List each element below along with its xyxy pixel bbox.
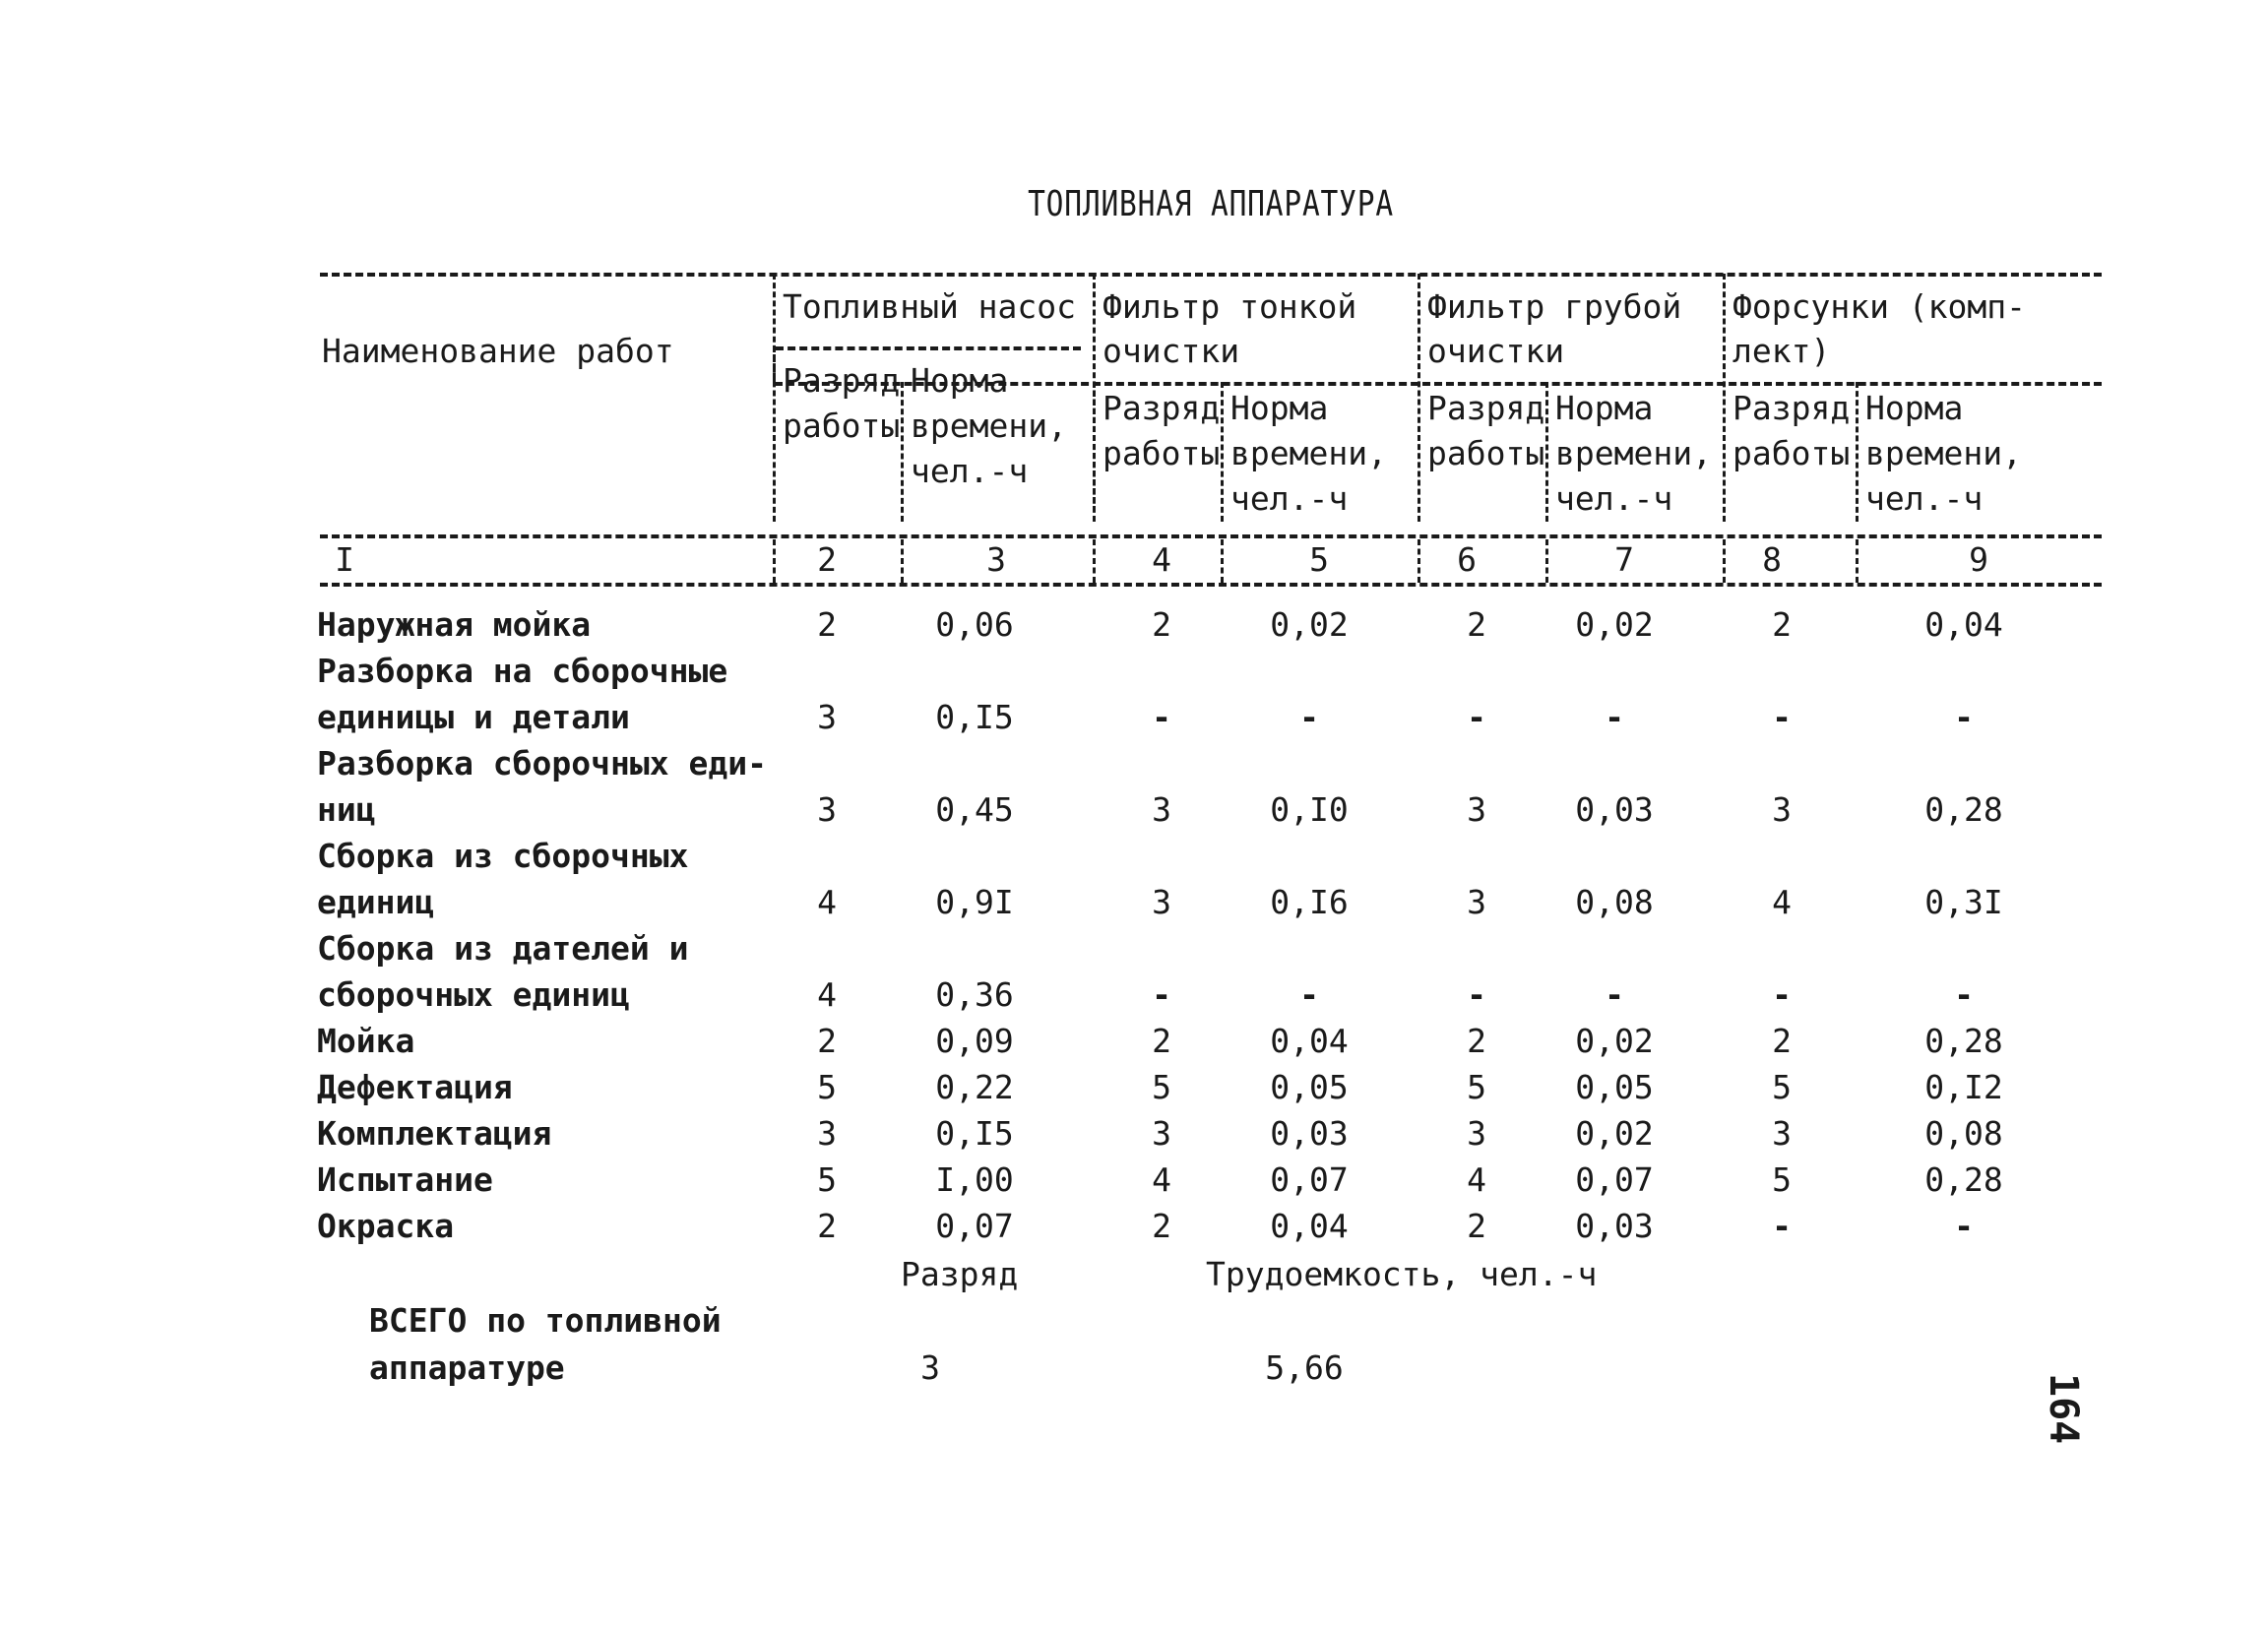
column-header-name: Наименование работ (322, 332, 674, 370)
row-value: 0,08 (1924, 1114, 2003, 1153)
row-name: ниц (317, 790, 376, 829)
column-separator (773, 539, 776, 583)
row-value: 2 (1152, 1207, 1171, 1245)
empty-cell: - (1467, 698, 1486, 736)
column-separator (1545, 539, 1548, 583)
column-separator (773, 274, 776, 522)
row-value: 5 (1772, 1068, 1792, 1106)
rule-line (320, 273, 2102, 277)
row-name: Мойка (317, 1022, 415, 1060)
row-value: 4 (817, 883, 837, 921)
column-group-header: Фильтр тонкой (1102, 287, 1357, 326)
column-number: 2 (817, 540, 837, 579)
column-number: 8 (1762, 540, 1782, 579)
row-value: 0,07 (1270, 1160, 1349, 1199)
row-value: 0,3I (1924, 883, 2003, 921)
row-value: 0,07 (935, 1207, 1014, 1245)
row-value: 2 (817, 605, 837, 644)
row-name: Наружная мойка (317, 605, 592, 644)
row-value: 0,04 (1924, 605, 2003, 644)
rule-line (320, 583, 2102, 587)
row-value: 0,28 (1924, 790, 2003, 829)
row-value: 4 (817, 975, 837, 1014)
row-value: 0,03 (1270, 1114, 1349, 1153)
column-subheader-norm: Норма (1555, 389, 1654, 427)
row-value: 0,05 (1270, 1068, 1349, 1106)
column-group-header: Топливный насос (783, 287, 1077, 326)
row-value: 2 (1152, 1022, 1171, 1060)
column-number: 9 (1969, 540, 1988, 579)
column-subheader-rank: Разряд (1427, 389, 1545, 427)
row-value: 0,28 (1924, 1022, 2003, 1060)
row-name: единицы и детали (317, 698, 630, 736)
row-value: 3 (1467, 1114, 1486, 1153)
row-value: 5 (1152, 1068, 1171, 1106)
summary-labor-value: 5,66 (1265, 1348, 1344, 1387)
row-value: 0,04 (1270, 1022, 1349, 1060)
row-value: 3 (1772, 790, 1792, 829)
rule-line (776, 346, 1081, 350)
row-name: Комплектация (317, 1114, 552, 1153)
column-group-header: Фильтр грубой (1427, 287, 1682, 326)
row-name: Окраска (317, 1207, 455, 1245)
column-subheader-rank: работы (1427, 434, 1545, 472)
empty-cell: - (1954, 1207, 1974, 1245)
row-value: 0,I2 (1924, 1068, 2003, 1106)
row-value: 5 (817, 1068, 837, 1106)
column-group-header: лект) (1732, 332, 1831, 370)
row-value: 0,03 (1575, 790, 1654, 829)
row-name: Сборка из сборочных (317, 837, 689, 875)
column-number: 3 (986, 540, 1006, 579)
column-subheader-rank: работы (1732, 434, 1851, 472)
summary-rank-value: 3 (920, 1348, 940, 1387)
empty-cell: - (1954, 698, 1974, 736)
row-value: 2 (1467, 1207, 1486, 1245)
row-value: 0,I5 (935, 1114, 1014, 1153)
row-name: Дефектация (317, 1068, 513, 1106)
column-separator (1856, 539, 1858, 583)
row-value: 0,28 (1924, 1160, 2003, 1199)
row-value: 0,I6 (1270, 883, 1349, 921)
row-value: 2 (1772, 605, 1792, 644)
column-separator (1093, 539, 1096, 583)
row-value: 2 (1467, 1022, 1486, 1060)
row-value: 0,02 (1575, 1022, 1654, 1060)
row-value: 0,06 (935, 605, 1014, 644)
column-subheader-norm: чел.-ч (1865, 479, 1984, 518)
empty-cell: - (1772, 975, 1792, 1014)
column-subheader-rank: Разряд (1102, 389, 1221, 427)
row-value: 0,22 (935, 1068, 1014, 1106)
empty-cell: - (1299, 975, 1319, 1014)
row-value: 3 (817, 698, 837, 736)
row-value: 3 (1772, 1114, 1792, 1153)
summary-rank-label: Разряд (901, 1255, 1019, 1293)
row-value: 3 (817, 1114, 837, 1153)
column-separator (1093, 382, 1096, 512)
column-subheader-norm: чел.-ч (911, 452, 1029, 490)
row-value: 3 (1467, 790, 1486, 829)
row-name: Разборка на сборочные (317, 652, 728, 690)
empty-cell: - (1954, 975, 1974, 1014)
rule-line (320, 534, 2102, 538)
row-name: сборочных единиц (317, 975, 630, 1014)
column-separator (1545, 382, 1548, 522)
row-value: 4 (1152, 1160, 1171, 1199)
column-separator (1221, 382, 1224, 522)
row-value: 0,36 (935, 975, 1014, 1014)
row-value: 0,02 (1575, 1114, 1654, 1153)
row-value: I,00 (935, 1160, 1014, 1199)
row-value: 0,05 (1575, 1068, 1654, 1106)
column-subheader-norm: времени, (1865, 434, 2022, 472)
column-separator (1723, 274, 1726, 522)
empty-cell: - (1605, 975, 1624, 1014)
column-subheader-norm: времени, (1230, 434, 1387, 472)
empty-cell: - (1299, 698, 1319, 736)
row-value: 0,09 (935, 1022, 1014, 1060)
row-name: Испытание (317, 1160, 493, 1199)
row-value: 5 (1467, 1068, 1486, 1106)
row-value: 2 (1467, 605, 1486, 644)
row-value: 0,08 (1575, 883, 1654, 921)
column-number: 6 (1457, 540, 1477, 579)
column-separator (901, 539, 904, 583)
summary-total-name: аппаратуре (369, 1348, 565, 1387)
row-name: Сборка из дателей и (317, 929, 689, 968)
column-separator (1723, 539, 1726, 583)
column-subheader-norm: Норма (911, 361, 1009, 400)
row-value: 0,I0 (1270, 790, 1349, 829)
row-value: 4 (1772, 883, 1792, 921)
row-value: 0,9I (935, 883, 1014, 921)
row-value: 4 (1467, 1160, 1486, 1199)
column-number: 4 (1152, 540, 1171, 579)
column-separator (1418, 274, 1420, 522)
row-value: 2 (817, 1022, 837, 1060)
column-group-header: очистки (1102, 332, 1240, 370)
column-separator (1418, 539, 1420, 583)
row-value: 0,45 (935, 790, 1014, 829)
row-value: 2 (817, 1207, 837, 1245)
empty-cell: - (1772, 698, 1792, 736)
column-subheader-norm: чел.-ч (1555, 479, 1673, 518)
column-number: 7 (1614, 540, 1634, 579)
empty-cell: - (1467, 975, 1486, 1014)
column-subheader-norm: времени, (1555, 434, 1712, 472)
row-value: 5 (1772, 1160, 1792, 1199)
column-separator (773, 346, 776, 382)
row-value: 2 (1152, 605, 1171, 644)
row-name: Разборка сборочных еди- (317, 744, 767, 783)
column-subheader-rank: работы (783, 407, 901, 445)
column-group-header: Форсунки (комп- (1732, 287, 2027, 326)
column-subheader-rank: работы (1102, 434, 1221, 472)
row-value: 3 (1467, 883, 1486, 921)
row-value: 0,02 (1270, 605, 1349, 644)
row-name: единиц (317, 883, 435, 921)
column-separator (1856, 382, 1858, 522)
empty-cell: - (1605, 698, 1624, 736)
column-group-header: очистки (1427, 332, 1565, 370)
column-subheader-norm: чел.-ч (1230, 479, 1349, 518)
column-subheader-norm: Норма (1230, 389, 1329, 427)
column-subheader-rank: Разряд (1732, 389, 1851, 427)
column-subheader-rank: Разряд (783, 361, 901, 400)
row-value: 3 (1152, 883, 1171, 921)
summary-total-name: ВСЕГО по топливной (369, 1301, 722, 1340)
empty-cell: - (1152, 975, 1171, 1014)
page-number: 164 (2041, 1373, 2086, 1445)
column-subheader-norm: Норма (1865, 389, 1964, 427)
row-value: 0,02 (1575, 605, 1654, 644)
column-number: 5 (1309, 540, 1329, 579)
empty-cell: - (1772, 1207, 1792, 1245)
column-separator (1221, 539, 1224, 583)
row-value: 0,04 (1270, 1207, 1349, 1245)
row-value: 0,03 (1575, 1207, 1654, 1245)
column-separator (901, 382, 904, 522)
row-value: 3 (1152, 790, 1171, 829)
row-value: 3 (817, 790, 837, 829)
column-number: I (335, 540, 354, 579)
row-value: 0,07 (1575, 1160, 1654, 1199)
row-value: 3 (1152, 1114, 1171, 1153)
empty-cell: - (1152, 698, 1171, 736)
summary-labor-label: Трудоемкость, чел.-ч (1206, 1255, 1598, 1293)
page-title: ТОПЛИВНАЯ АППАРАТУРА (1028, 184, 1394, 224)
column-subheader-norm: времени, (911, 407, 1067, 445)
row-value: 0,I5 (935, 698, 1014, 736)
row-value: 5 (817, 1160, 837, 1199)
row-value: 2 (1772, 1022, 1792, 1060)
